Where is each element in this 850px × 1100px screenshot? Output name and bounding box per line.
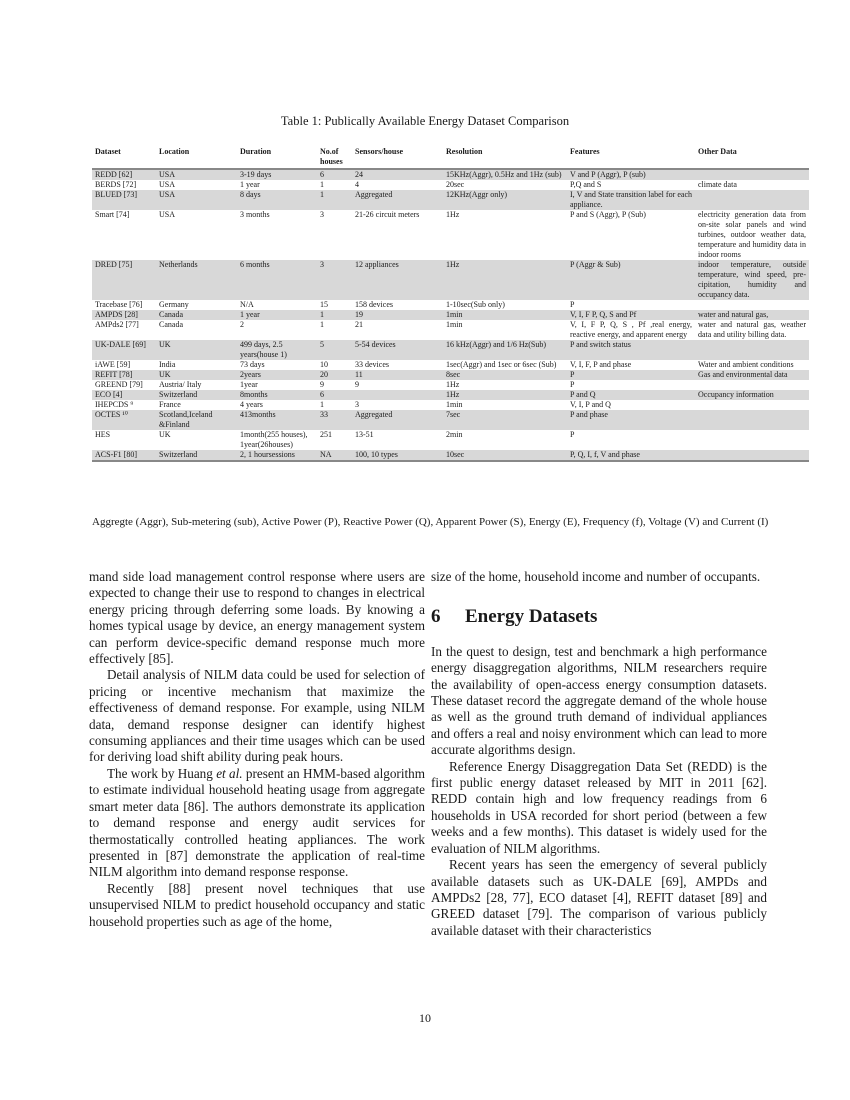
cell-location: Germany xyxy=(159,300,189,309)
cell-sensors: 24 xyxy=(352,169,443,180)
cell-houses: 3 xyxy=(317,260,352,300)
cell-dataset: OCTES ¹⁰ xyxy=(92,410,156,430)
cell-resolution: 20sec xyxy=(446,180,465,189)
paragraph: In the quest to design, test and benchmark a high performance energy disaggregation algorithms, NILM researchers require the availability of open-access energy consumption datasets. These dataset record the aggregate demand of the whole house as well as the ground truth demand of individual appliances and offers a real and noisy environment which can lead to more accurate algorithms design. xyxy=(431,643,767,758)
cell-duration: 1 year xyxy=(237,310,317,320)
cell-sensors: 19 xyxy=(352,310,443,320)
cell-dataset: UK-DALE [69] xyxy=(92,340,156,360)
cell-location: USA xyxy=(156,190,237,210)
dataset-comparison-table xyxy=(92,142,809,462)
cell-other: water and natural gas, xyxy=(695,310,809,320)
cell-features: P xyxy=(570,380,575,389)
cell-sensors: 21 xyxy=(355,320,363,329)
cell-dataset: Smart [74] xyxy=(95,210,130,219)
cell-dataset: HES xyxy=(95,430,111,439)
cell-resolution: 8sec xyxy=(443,370,567,380)
cell-features: P (Aggr & Sub) xyxy=(567,260,695,300)
section-title: Energy Datasets xyxy=(465,606,598,628)
cell-sensors: 33 devices xyxy=(355,360,389,369)
cell-location: UK xyxy=(156,340,237,360)
table-row xyxy=(92,370,809,380)
col-header-location: Location xyxy=(156,142,237,169)
cell-sensors: Aggregated xyxy=(352,190,443,210)
cell-sensors: Aggregated xyxy=(352,410,443,430)
cell-houses: 1 xyxy=(320,320,324,329)
cell-resolution: 16 kHz(Aggr) and 1/6 Hz(Sub) xyxy=(443,340,567,360)
table-caption: Table 1: Publically Available Energy Dataset Comparison xyxy=(280,114,570,128)
cell-duration: 1month(255 houses), 1year(26houses) xyxy=(240,430,308,449)
cell-duration: 8 days xyxy=(237,190,317,210)
cell-resolution: 10sec xyxy=(443,450,567,461)
cell-duration: 3-19 days xyxy=(237,169,317,180)
table-row xyxy=(92,190,809,210)
table-header-row xyxy=(92,142,809,169)
left-text-column xyxy=(89,569,425,930)
cell-features: V, I, F P, Q, S and Pf xyxy=(567,310,695,320)
cell-houses: 5 xyxy=(317,340,352,360)
right-text-column xyxy=(431,569,767,939)
cell-houses: 3 xyxy=(320,210,324,219)
cell-houses: 20 xyxy=(317,370,352,380)
paragraph: Reference Energy Disaggregation Data Set (REDD) is the first public energy dataset released by MIT in 2011 [62]. REDD contain high and low frequency readings from 6 households in USA recorded for short period (between a few weeks and a few months). This dataset is widely used for the evaluation of NILM algorithms. xyxy=(431,758,767,856)
cell-duration: 73 days xyxy=(240,360,265,369)
text-span: present an HMM-based algorithm to estimate individual household heating usage from aggregate smart meter data [86]. The authors demonstrate its application to demand response and energy audit services for thermostatically controlled heating appliances. The work presented in [87] demonstrate the application of real-time NILM algorithm into demand response response. xyxy=(89,765,426,880)
cell-dataset: AMPDS [28] xyxy=(92,310,156,320)
cell-houses: 6 xyxy=(317,169,352,180)
emphasis-text: et al. xyxy=(216,765,243,781)
cell-houses: 251 xyxy=(320,430,332,439)
col-header-other-data: Other Data xyxy=(695,142,809,169)
cell-other: Water and ambient conditions xyxy=(698,360,794,369)
cell-features: V, I, F P, Q, S , Pf ,real energy, reactive energy, and apparent energy xyxy=(570,320,692,339)
table-row xyxy=(92,380,809,390)
cell-houses: 33 xyxy=(317,410,352,430)
table-abbreviation-note: Aggregte (Aggr), Sub-metering (sub), Active Power (P), Reactive Power (Q), Apparent Power (S), Energy (E), Frequency (f), Voltage (V) and Current (I) xyxy=(92,516,769,528)
cell-dataset: DRED [75] xyxy=(92,260,156,300)
cell-duration: N/A xyxy=(240,300,254,309)
text-span: The work by Huang xyxy=(107,765,217,781)
cell-houses: 1 xyxy=(317,310,352,320)
cell-sensors: 100, 10 types xyxy=(352,450,443,461)
section-heading xyxy=(431,606,767,628)
cell-sensors: 5-54 devices xyxy=(352,340,443,360)
col-header-houses: No.of houses xyxy=(317,142,352,169)
cell-dataset: IHEPCDS ⁹ xyxy=(95,400,134,409)
cell-other xyxy=(695,400,809,410)
cell-duration: 2years xyxy=(237,370,317,380)
cell-other: indoor temperature, outside temperature, wind speed, pre-cipitation, humidity and occupancy data. xyxy=(695,260,809,300)
cell-location: UK xyxy=(159,430,171,439)
cell-other: water and natural gas, weather data and utility billing data. xyxy=(698,320,806,339)
cell-location: USA xyxy=(156,169,237,180)
cell-location: USA xyxy=(159,180,176,189)
cell-other: Occupancy information xyxy=(695,390,809,400)
cell-location: Canada xyxy=(156,310,237,320)
col-header-dataset: Dataset xyxy=(92,142,156,169)
cell-dataset: GREEND [79] xyxy=(95,380,143,389)
cell-other xyxy=(695,169,809,180)
cell-features: P and phase xyxy=(567,410,695,430)
cell-location: USA xyxy=(159,210,176,219)
cell-location: Switzerland xyxy=(156,390,237,400)
cell-resolution: 1Hz xyxy=(446,210,460,219)
cell-resolution: 1min xyxy=(446,400,463,409)
cell-other xyxy=(695,190,809,210)
paragraph: mand side load management control response where users are expected to change their use to respond to changes in electrical energy pricing through deferring some loads. By knowing a homes typical usage by device, an energy management system can perform device-specific demand response much more effectively [85]. xyxy=(89,569,425,667)
cell-features: P and Q xyxy=(567,390,695,400)
paragraph xyxy=(89,766,425,881)
cell-houses: 1 xyxy=(320,180,324,189)
col-header-duration: Duration xyxy=(237,142,317,169)
cell-sensors: 3 xyxy=(355,400,359,409)
cell-sensors: 4 xyxy=(355,180,359,189)
cell-resolution: 1min xyxy=(446,320,463,329)
cell-features: P,Q and S xyxy=(570,180,602,189)
cell-houses: 6 xyxy=(317,390,352,400)
table-row xyxy=(92,180,809,190)
table-row xyxy=(92,390,809,400)
cell-location: Netherlands xyxy=(156,260,237,300)
cell-dataset: ACS-F1 [80] xyxy=(92,450,156,461)
cell-location: Canada xyxy=(159,320,183,329)
cell-sensors: 11 xyxy=(352,370,443,380)
cell-sensors: 21-26 circuit meters xyxy=(355,210,420,219)
cell-features: P and switch status xyxy=(567,340,695,360)
cell-features: P, Q, I, f, V and phase xyxy=(567,450,695,461)
page-number: 10 xyxy=(419,1011,431,1025)
cell-resolution: 1Hz xyxy=(443,390,567,400)
cell-location: Scotland,Iceland &Finland xyxy=(156,410,237,430)
paragraph: size of the home, household income and number of occupants. xyxy=(431,569,761,584)
cell-location: France xyxy=(159,400,181,409)
table-row xyxy=(92,450,809,461)
cell-sensors xyxy=(352,390,443,400)
cell-location: India xyxy=(159,360,176,369)
cell-duration: 413months xyxy=(237,410,317,430)
cell-other xyxy=(695,450,809,461)
cell-location: UK xyxy=(156,370,237,380)
cell-location: Switzerland xyxy=(156,450,237,461)
cell-resolution: 15KHz(Aggr), 0.5Hz and 1Hz (sub) xyxy=(443,169,567,180)
cell-sensors: 13-51 xyxy=(355,430,374,439)
cell-houses: 1 xyxy=(320,400,324,409)
cell-dataset: REFIT [78] xyxy=(92,370,156,380)
cell-resolution: 1sec(Aggr) and 1sec or 6sec (Sub) xyxy=(446,360,557,369)
cell-duration: 1year xyxy=(240,380,258,389)
cell-other: Gas and environmental data xyxy=(695,370,809,380)
cell-duration: 1 year xyxy=(240,180,260,189)
table-row xyxy=(92,210,809,260)
cell-features: P xyxy=(570,430,575,439)
col-header-resolution: Resolution xyxy=(443,142,567,169)
cell-features: V, I, P and Q xyxy=(570,400,611,409)
cell-dataset: Tracebase [76] xyxy=(95,300,143,309)
cell-sensors: 9 xyxy=(355,380,359,389)
section-number: 6 xyxy=(431,606,441,628)
col-header-features: Features xyxy=(567,142,695,169)
cell-other: climate data xyxy=(698,180,737,189)
cell-features: V, I, F, P and phase xyxy=(570,360,632,369)
cell-sensors: 158 devices xyxy=(355,300,393,309)
cell-features: P and S (Aggr), P (Sub) xyxy=(570,210,646,219)
table-row xyxy=(92,169,809,180)
cell-resolution: 12KHz(Aggr only) xyxy=(443,190,567,210)
table-row xyxy=(92,320,809,340)
cell-duration: 8months xyxy=(237,390,317,400)
cell-features: V and P (Aggr), P (sub) xyxy=(567,169,695,180)
table-row xyxy=(92,310,809,320)
cell-duration: 6 months xyxy=(237,260,317,300)
cell-duration: 2, 1 hoursessions xyxy=(237,450,317,461)
table-row xyxy=(92,340,809,360)
cell-other xyxy=(695,300,809,310)
cell-location: Austria/ Italy xyxy=(159,380,202,389)
cell-resolution: 7sec xyxy=(443,410,567,430)
cell-dataset: BLUED [73] xyxy=(92,190,156,210)
table-row xyxy=(92,430,809,450)
cell-dataset: BERDS [72] xyxy=(95,180,137,189)
cell-duration: 2 xyxy=(240,320,244,329)
cell-other xyxy=(695,430,809,450)
cell-other xyxy=(695,380,809,390)
cell-houses: 1 xyxy=(317,190,352,210)
table-row xyxy=(92,410,809,430)
table-row xyxy=(92,360,809,370)
cell-resolution: 1min xyxy=(443,310,567,320)
cell-other xyxy=(695,340,809,360)
cell-features: I, V and State transition label for each appliance. xyxy=(567,190,695,210)
cell-dataset: ECO [4] xyxy=(92,390,156,400)
cell-houses: NA xyxy=(317,450,352,461)
cell-houses: 9 xyxy=(320,380,324,389)
cell-features: P xyxy=(567,370,695,380)
cell-resolution: 1-10sec(Sub only) xyxy=(446,300,505,309)
paragraph: Recently [88] present novel techniques that use unsupervised NILM to predict household occupancy and static household properties such as age of the home, xyxy=(89,880,425,929)
cell-other xyxy=(695,410,809,430)
cell-resolution: 2min xyxy=(446,430,463,439)
cell-duration: 499 days, 2.5 years(house 1) xyxy=(237,340,317,360)
cell-sensors: 12 appliances xyxy=(352,260,443,300)
cell-duration: 3 months xyxy=(240,210,270,219)
cell-resolution: 1Hz xyxy=(446,380,460,389)
paragraph: Recent years has seen the emergency of several publicly available datasets such as UK-DALE [69], AMPDs and AMPDs2 [28, 77], ECO dataset [4], REFIT dataset [89] and GREED dataset [79]. The comparison of various publicly available dataset with their characteristics xyxy=(431,857,767,938)
cell-dataset: iAWE [59] xyxy=(95,360,131,369)
cell-other: electricity generation data from on-site solar panels and wind turbines, outdoor weather data, temperature and humidity data in indoor rooms xyxy=(698,210,806,259)
cell-duration: 4 years xyxy=(240,400,263,409)
cell-resolution: 1Hz xyxy=(443,260,567,300)
cell-features: P xyxy=(570,300,575,309)
paragraph: Detail analysis of NILM data could be used for selection of pricing or incentive mechanism that maximize the effectiveness of demand response. For example, using NILM data, demand response designer can identify highest consuming appliances and their time usages which can be used for deriving load shift ability during peak hours. xyxy=(89,667,425,765)
table-row xyxy=(92,400,809,410)
cell-houses: 10 xyxy=(320,360,328,369)
table-row xyxy=(92,300,809,310)
cell-houses: 15 xyxy=(320,300,328,309)
cell-dataset: AMPds2 [77] xyxy=(95,320,139,329)
cell-dataset: REDD [62] xyxy=(92,169,156,180)
table-row xyxy=(92,260,809,300)
col-header-sensors: Sensors/house xyxy=(352,142,443,169)
